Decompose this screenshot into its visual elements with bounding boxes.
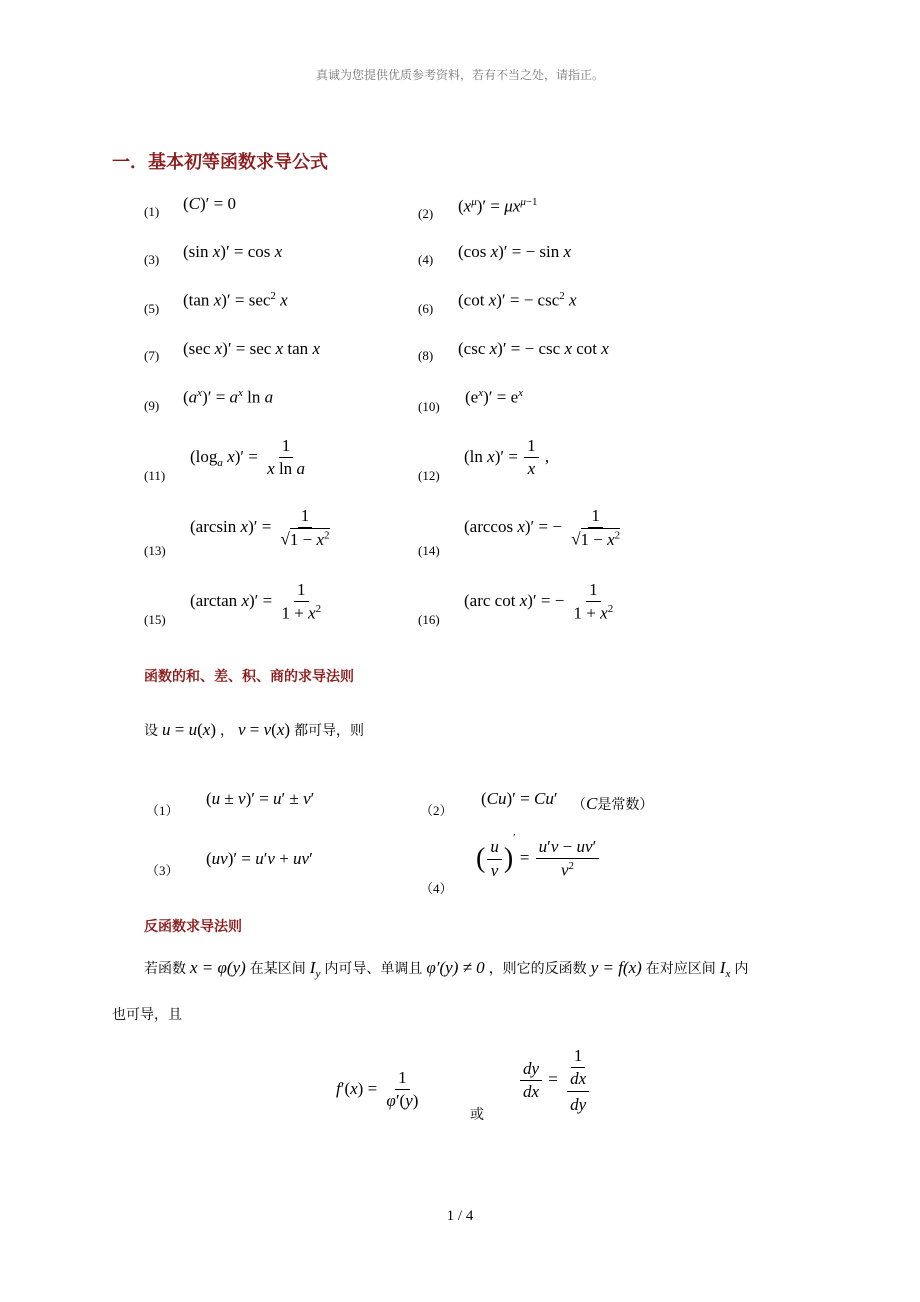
formula-number: (7) xyxy=(144,348,160,363)
inverse-formula-leibniz: $\frac{dy}{dx}$ = 1 $\frac{dx}{dy}$ xyxy=(518,1046,594,1115)
formula-11: ($\log_a$ x)′ = $\frac{1}{\text{x ln a}}$ xyxy=(190,436,305,479)
rule-constant: (Cu)′ = Cu′ xyxy=(481,789,558,808)
formula-13: (arcsin x)′ = $\frac{1}{√1 - x^2}$ xyxy=(190,506,330,550)
formula-number: (14) xyxy=(418,543,440,558)
rule-number: （3） xyxy=(146,863,179,878)
formula-7: (sec x)′ = sec x tan x xyxy=(183,339,320,358)
page-number: 1 / 4 xyxy=(446,1208,474,1224)
header-note: 真诚为您提供优质参考资料，若有不当之处，请指正。 xyxy=(315,68,604,82)
section-title-basic-derivatives: 一．基本初等函数求导公式 xyxy=(112,152,328,173)
inverse-formula-main: f′(x) = $\frac{1}{\varphi'(y)}$ xyxy=(336,1068,419,1111)
rule-number: （4） xyxy=(420,881,453,896)
rule-product: (uv)′ = u′v + uv′ xyxy=(206,849,313,868)
formula-number: (16) xyxy=(418,612,440,627)
inverse-paragraph: 若函数 x = φ(y) 在某区间 $I_y$ 内可导、单调且 φ′(y) ≠ 0 ，则它的反函数 y = f(x) 在对应区间 $I_x$ 内 xyxy=(144,958,749,981)
formula-16: (arc cot x)′ = − $\frac{1}{1 + x^2}$ xyxy=(464,580,614,624)
formula-number: (8) xyxy=(418,348,434,363)
formula-y-f-x: y = f(x) xyxy=(590,958,642,977)
formula-6: (cot x)′ = − $\csc^2 x$ xyxy=(458,290,577,310)
formula-2: $(x^\mu)' = \mu x^{\mu-1}$ xyxy=(458,196,538,216)
formula-9: $(a^x)' = a^x$ ln a xyxy=(183,387,274,407)
rules-intro: 设 u = u(x) ， v = v(x) 都可导，则 xyxy=(144,720,365,739)
formula-8: (csc x)′ = − csc x cot x xyxy=(458,339,609,358)
formula-number: (2) xyxy=(418,206,434,221)
formula-v: v xyxy=(237,720,246,739)
formula-number: (4) xyxy=(418,252,434,267)
formula-5: (tan $x)' = \sec^2 x$ xyxy=(183,290,288,310)
formula-number: (12) xyxy=(418,468,440,483)
formula-14: (arccos x)′ = − $\frac{1}{√1 - x^2}$ xyxy=(464,506,621,550)
formula-number: (11) xyxy=(144,468,166,483)
formula-number: (6) xyxy=(418,301,434,316)
formula-number: (3) xyxy=(144,252,160,267)
formula-phi-nonzero: φ′(y) ≠ 0 xyxy=(426,958,485,977)
inverse-formula-or: 或 xyxy=(470,1107,484,1123)
formula-number: (15) xyxy=(144,612,166,627)
formula-number: (13) xyxy=(144,543,166,558)
rule-number: （1） xyxy=(146,803,179,818)
formula-4: (cos x)′ = − sin x xyxy=(458,242,572,261)
formula-1: (C)′ = 0 xyxy=(183,194,236,213)
rule-constant-note: （C是常数） xyxy=(572,794,654,813)
formula-u: u xyxy=(162,720,171,739)
rule-number: （2） xyxy=(420,803,453,818)
formula-number: (5) xyxy=(144,301,160,316)
formula-number: (9) xyxy=(144,398,160,413)
formula-3: (sin x)′ = cos x xyxy=(183,242,283,261)
formula-x-phi-y: x = φ(y) xyxy=(190,958,246,977)
inverse-paragraph-line2: 也可导，且 xyxy=(112,1007,182,1023)
section-title-arithmetic-rules: 函数的和、差、积、商的求导法则 xyxy=(144,669,354,685)
formula-number: (10) xyxy=(418,399,440,414)
formula-10: $(e^x)' = e^x$ xyxy=(465,387,524,407)
formula-12: (ln x)′ = $\frac{1}{x}$ , xyxy=(464,436,550,479)
formula-15: (arctan x)′ = $\frac{1}{1 + x^2}$ xyxy=(190,580,322,624)
formula-number: (1) xyxy=(144,204,160,219)
rule-sum: (u ± v)′ = u′ ± v′ xyxy=(206,789,315,808)
rule-quotient: ( $\frac{u}{v}$ )′ = $\frac{u'v - uv'}{v^2}$ xyxy=(476,832,601,881)
section-title-inverse-rule: 反函数求导法则 xyxy=(144,919,242,935)
